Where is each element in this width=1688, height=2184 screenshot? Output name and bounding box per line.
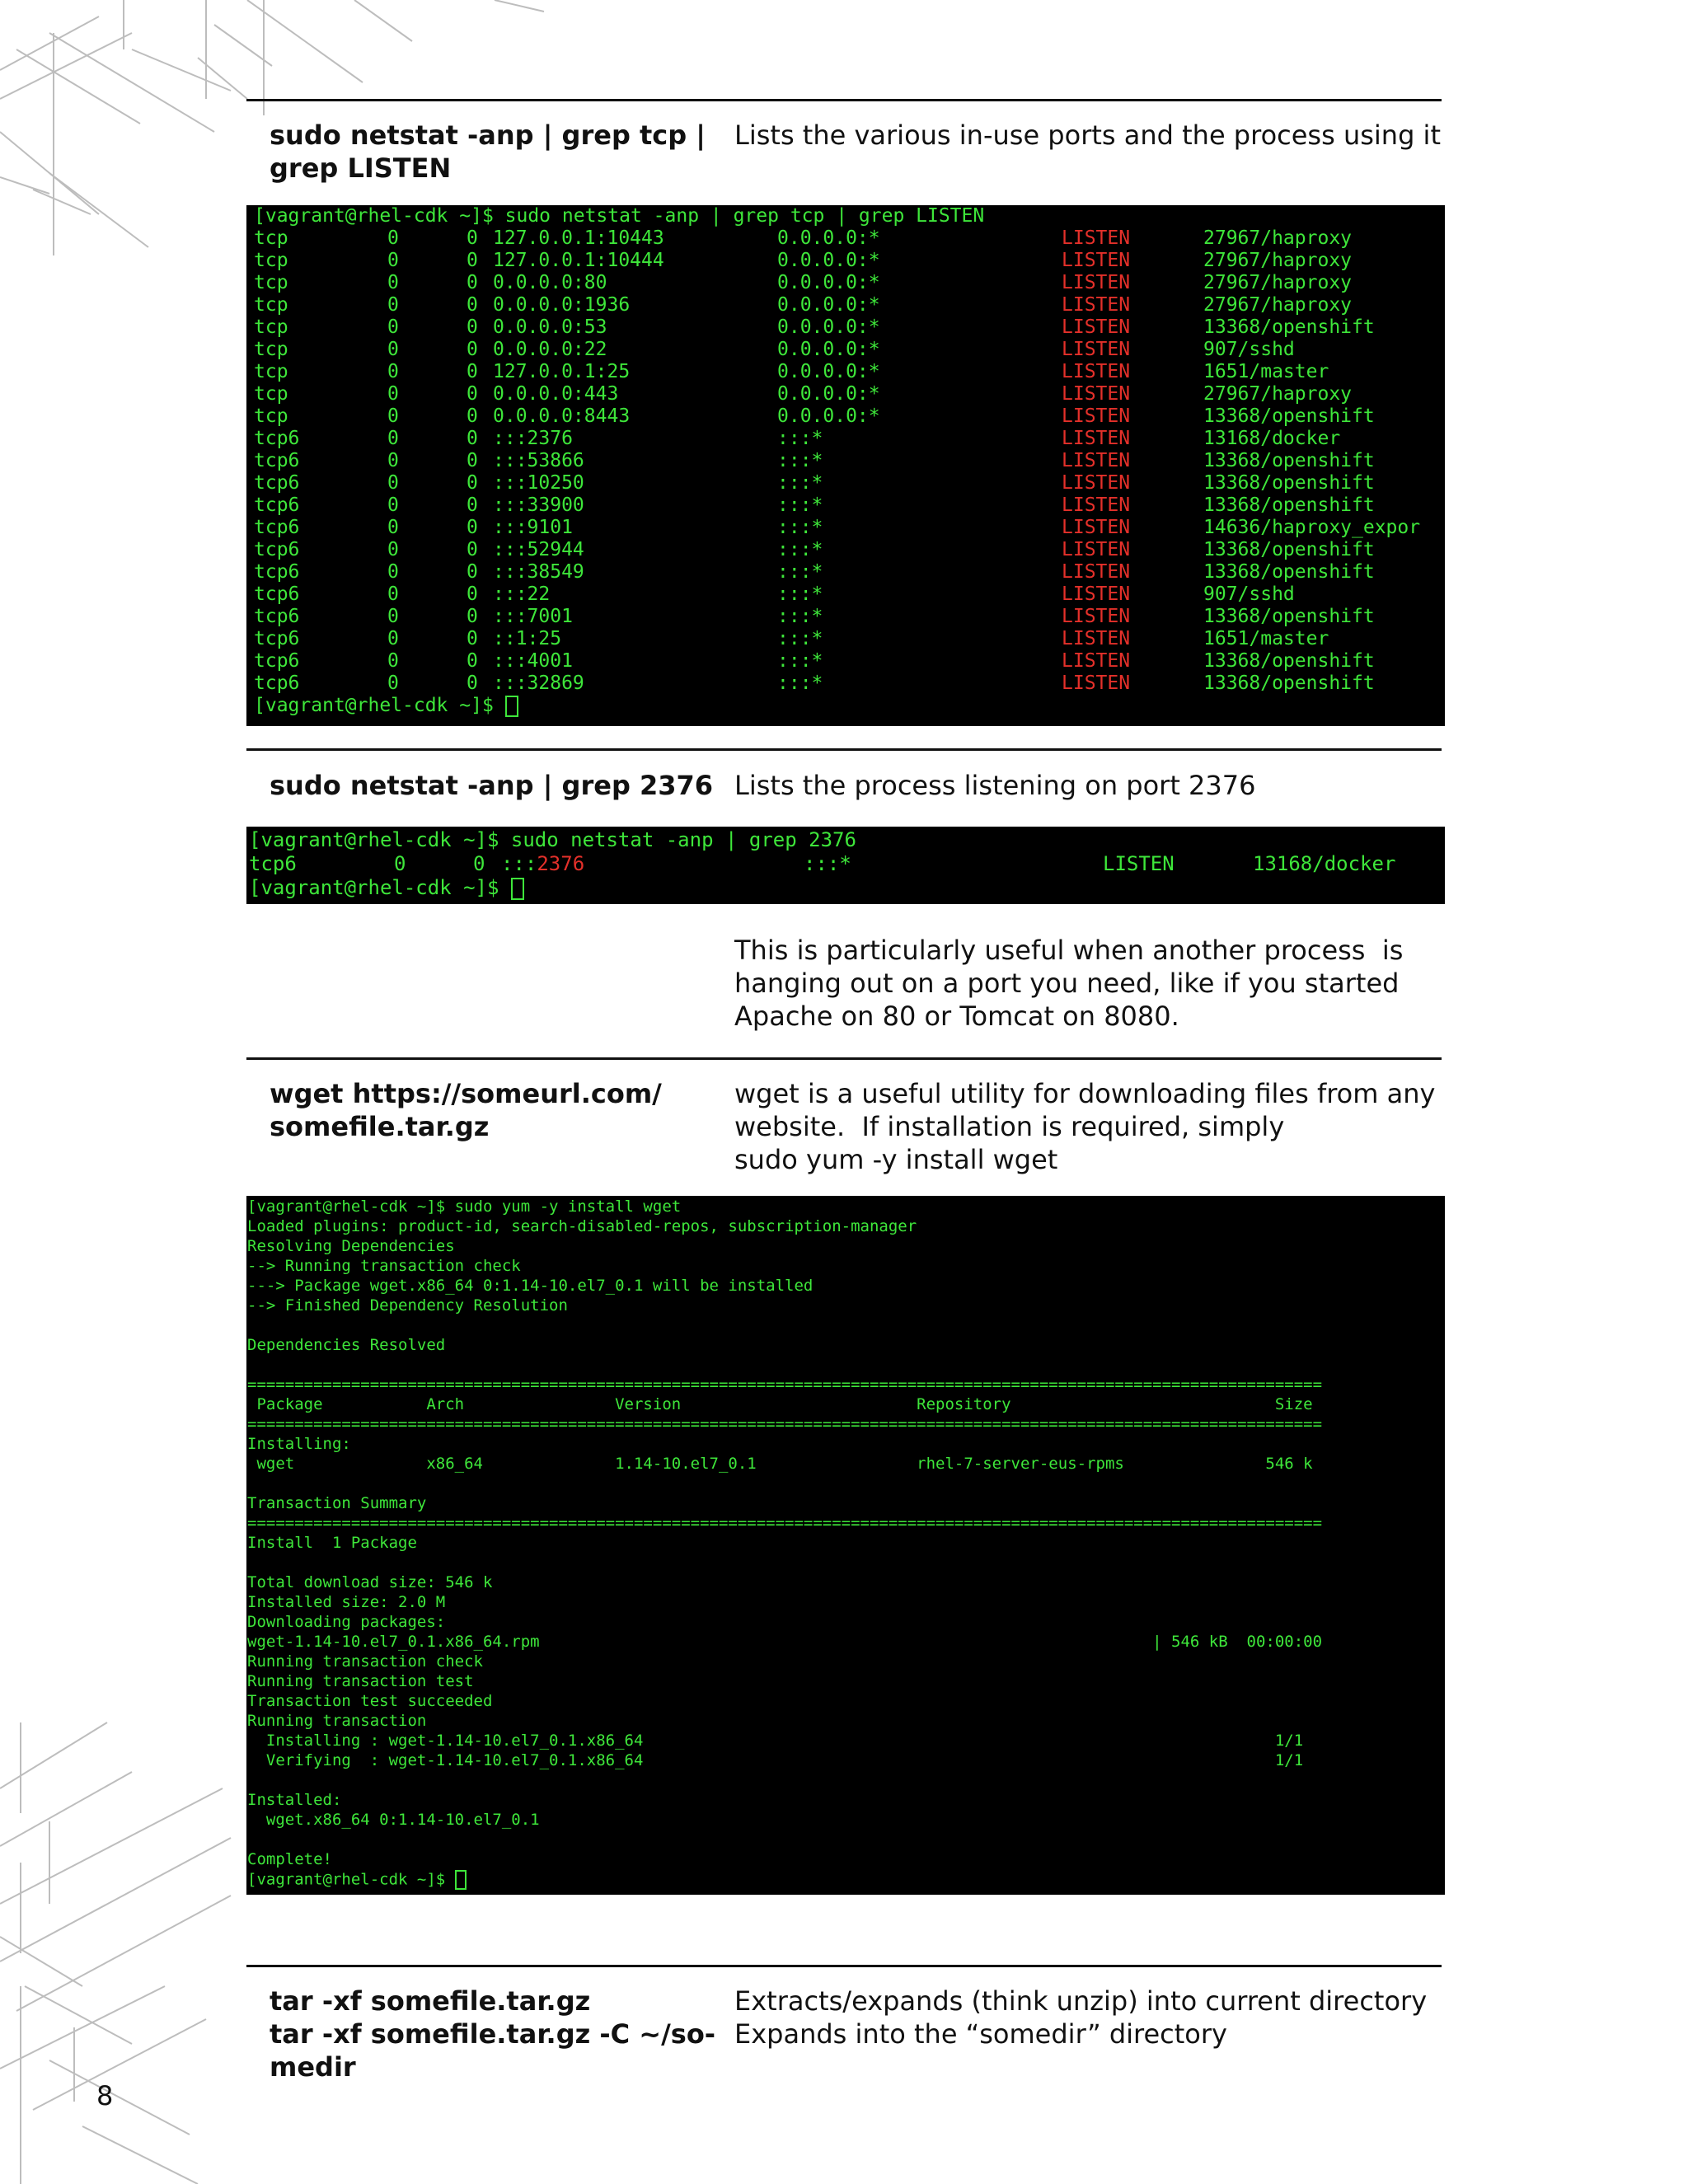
- terminal-line: Loaded plugins: product-id, search-disabled-repos, subscription-manager: [247, 1217, 917, 1235]
- terminal-cursor: [455, 1870, 467, 1890]
- terminal-row: tcp6 0 0 :::4001 :::* LISTEN 13368/openshift: [254, 650, 1375, 672]
- highlighted-port: 2376: [537, 852, 585, 875]
- terminal-row: tcp6 0 0 :::2376 :::* LISTEN 13168/docker: [249, 852, 1396, 875]
- terminal-row: tcp6 0 0 :::52944 :::* LISTEN 13368/openshift: [254, 539, 1375, 560]
- terminal-line: Complete!: [247, 1850, 332, 1868]
- terminal-port-output: [246, 827, 1445, 904]
- terminal-line: Running transaction: [247, 1712, 427, 1730]
- terminal-line: [247, 1316, 1445, 1336]
- terminal-line: Downloading packages:: [247, 1613, 446, 1631]
- terminal-line: [247, 1554, 1445, 1573]
- description-tar: Extracts/expands (think unzip) into current directory Expands into the “somedir” directory: [734, 1985, 1428, 2050]
- terminal-line: ==================================================================================================================: [247, 1415, 1323, 1433]
- terminal-row: tcp6 0 0 :::38549 :::* LISTEN 13368/openshift: [254, 561, 1375, 583]
- section-divider: [246, 1965, 1442, 1967]
- terminal-line: Install 1 Package: [247, 1534, 417, 1552]
- terminal-line: Installed size: 2.0 M: [247, 1593, 446, 1611]
- terminal-line: Transaction test succeeded: [247, 1692, 493, 1710]
- terminal-line: Installed:: [247, 1791, 342, 1809]
- terminal-line: Installing:: [247, 1435, 351, 1453]
- terminal-row: tcp6 0 0 :::7001 :::* LISTEN 13368/openshift: [254, 606, 1375, 627]
- terminal-line: [247, 1474, 1445, 1494]
- description-wget: wget is a useful utility for downloading files from any website. If installation is required, simply sudo yum -y install wget: [734, 1078, 1436, 1175]
- terminal-line: [247, 1356, 1445, 1376]
- terminal-line: [247, 1830, 1445, 1850]
- terminal-row: tcp6 0 0 :::9101 :::* LISTEN 14636/haproxy_expor: [254, 517, 1421, 538]
- terminal-row: tcp6 0 0 :::2376 :::* LISTEN 13168/docker: [254, 428, 1341, 449]
- decorative-lines-bottom-left: [0, 1714, 264, 2184]
- note-port-conflict: This is particularly useful when another process is hanging out on a port you need, like if you started Apache on 80 or Tomcat on 8080.: [734, 935, 1404, 1032]
- terminal-line: Resolving Dependencies: [247, 1237, 455, 1255]
- terminal-command-line: [vagrant@rhel-cdk ~]$ sudo netstat -anp | grep 2376: [249, 828, 856, 851]
- terminal-line: --> Running transaction check: [247, 1257, 521, 1275]
- terminal-row: tcp 0 0 127.0.0.1:10444 0.0.0.0:* LISTEN 27967/haproxy: [254, 250, 1353, 271]
- terminal-prompt: [vagrant@rhel-cdk ~]$: [254, 695, 505, 716]
- terminal-line: ==================================================================================================================: [247, 1514, 1323, 1532]
- terminal-row: tcp 0 0 0.0.0.0:1936 0.0.0.0:* LISTEN 27967/haproxy: [254, 294, 1353, 316]
- terminal-line: wget x86_64 1.14-10.el7_0.1 rhel-7-server-eus-rpms 546 k: [247, 1455, 1313, 1473]
- terminal-line: Total download size: 546 k: [247, 1573, 493, 1591]
- terminal-line: Running transaction check: [247, 1652, 483, 1671]
- terminal-line: wget-1.14-10.el7_0.1.x86_64.rpm | 546 kB 00:00:00: [247, 1633, 1323, 1651]
- terminal-line: [247, 1771, 1445, 1791]
- terminal-line: ==================================================================================================================: [247, 1376, 1323, 1394]
- command-netstat-port: sudo netstat -anp | grep 2376: [270, 770, 714, 801]
- terminal-line: wget.x86_64 0:1.14-10.el7_0.1: [247, 1811, 540, 1829]
- command-tar: tar -xf somefile.tar.gz tar -xf somefile.tar.gz -C ~/so- medir: [270, 1985, 716, 2083]
- terminal-row: tcp6 0 0 :::22 :::* LISTEN 907/sshd: [254, 583, 1295, 605]
- terminal-line: Package Arch Version Repository Size: [247, 1395, 1313, 1413]
- terminal-row: tcp6 0 0 :::53866 :::* LISTEN 13368/openshift: [254, 450, 1375, 471]
- section-divider: [246, 1057, 1442, 1060]
- terminal-row: tcp 0 0 0.0.0.0:22 0.0.0.0:* LISTEN 907/sshd: [254, 339, 1295, 360]
- terminal-prompt: [vagrant@rhel-cdk ~]$: [249, 876, 511, 899]
- command-netstat-tcp-listen: sudo netstat -anp | grep tcp | grep LISTEN: [270, 120, 706, 184]
- terminal-cursor: [505, 696, 518, 717]
- terminal-line: Verifying : wget-1.14-10.el7_0.1.x86_64 1/1: [247, 1751, 1304, 1769]
- terminal-yum-output: [246, 1196, 1445, 1895]
- terminal-row: tcp6 0 0 :::33900 :::* LISTEN 13368/openshift: [254, 494, 1375, 516]
- terminal-row: tcp 0 0 127.0.0.1:25 0.0.0.0:* LISTEN 1651/master: [254, 361, 1329, 382]
- terminal-line: [vagrant@rhel-cdk ~]$ sudo yum -y install wget: [247, 1197, 682, 1216]
- terminal-row: tcp 0 0 0.0.0.0:80 0.0.0.0:* LISTEN 27967/haproxy: [254, 272, 1353, 293]
- terminal-row: tcp6 0 0 ::1:25 :::* LISTEN 1651/master: [254, 628, 1329, 649]
- terminal-line: Running transaction test: [247, 1672, 474, 1690]
- section-divider: [246, 99, 1442, 101]
- terminal-line: Transaction Summary: [247, 1494, 427, 1512]
- terminal-line: Dependencies Resolved: [247, 1336, 446, 1354]
- section-divider: [246, 748, 1442, 751]
- description-netstat-port: Lists the process listening on port 2376: [734, 770, 1256, 801]
- page-number: 8: [96, 2080, 114, 2111]
- terminal-row: tcp 0 0 0.0.0.0:53 0.0.0.0:* LISTEN 13368/openshift: [254, 316, 1375, 338]
- terminal-row: tcp 0 0 0.0.0.0:8443 0.0.0.0:* LISTEN 13368/openshift: [254, 405, 1375, 427]
- terminal-netstat-output: [246, 205, 1445, 726]
- description-netstat-tcp-listen: Lists the various in-use ports and the process using it: [734, 120, 1441, 151]
- terminal-row: tcp 0 0 0.0.0.0:443 0.0.0.0:* LISTEN 27967/haproxy: [254, 383, 1353, 405]
- terminal-row: tcp 0 0 127.0.0.1:10443 0.0.0.0:* LISTEN 27967/haproxy: [254, 227, 1353, 249]
- terminal-row: tcp6 0 0 :::10250 :::* LISTEN 13368/openshift: [254, 472, 1375, 494]
- terminal-line: ---> Package wget.x86_64 0:1.14-10.el7_0.1 will be installed: [247, 1277, 814, 1295]
- terminal-prompt: [vagrant@rhel-cdk ~]$: [247, 1870, 455, 1889]
- terminal-row: tcp6 0 0 :::32869 :::* LISTEN 13368/openshift: [254, 673, 1375, 694]
- terminal-cursor: [511, 878, 524, 900]
- terminal-command-line: [vagrant@rhel-cdk ~]$ sudo netstat -anp | grep tcp | grep LISTEN: [254, 205, 985, 227]
- terminal-line: Installing : wget-1.14-10.el7_0.1.x86_64 1/1: [247, 1732, 1304, 1750]
- command-wget: wget https://someurl.com/ somefile.tar.gz: [270, 1078, 662, 1142]
- terminal-line: --> Finished Dependency Resolution: [247, 1296, 568, 1315]
